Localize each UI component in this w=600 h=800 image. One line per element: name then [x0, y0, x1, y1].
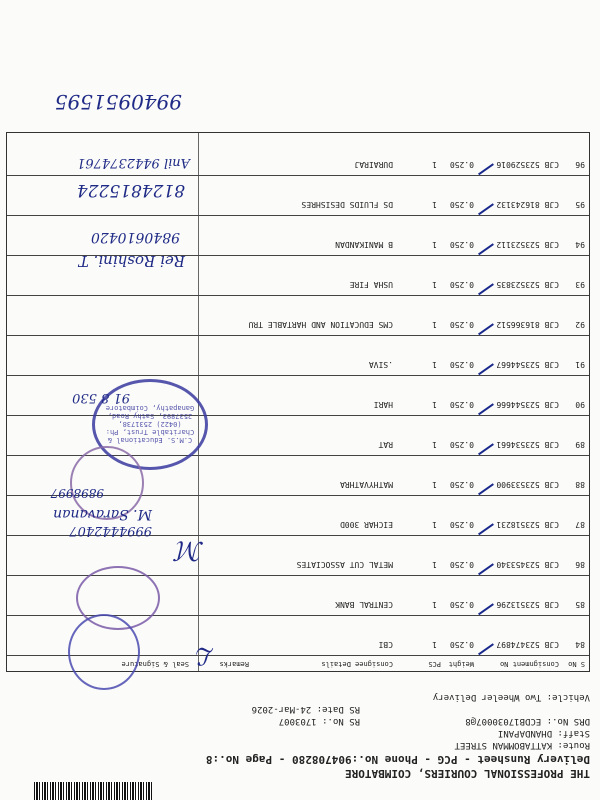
- row-consignment-no: CJB 523513296: [496, 600, 559, 609]
- row-consignment-no: CJB 523474897: [496, 640, 559, 649]
- row-consignee: DURAIRAJ: [354, 160, 393, 169]
- drs-line: DRS No.: ECDB17030007@8: [465, 716, 590, 726]
- table-row: [7, 293, 589, 336]
- handwritten-note: 9898997: [50, 486, 104, 500]
- table-row: [7, 533, 589, 576]
- handwritten-name: Rei Roshini. T: [78, 252, 185, 270]
- col-consignee: Consignee Details: [321, 660, 393, 668]
- row-pcs: 1: [432, 520, 437, 529]
- trust-stamp-text: C.M.S. Educational & Charitable Trust, Ph: (0422) 2531738, 2537893, Sathy Road, Ganapathy, Coimbatore: [105, 404, 195, 445]
- row-pcs: 1: [432, 360, 437, 369]
- row-sno: 94: [575, 240, 585, 249]
- bank-stamp: [68, 614, 140, 690]
- handwritten-name: M. Saravanan: [53, 506, 152, 522]
- row-pcs: 1: [432, 280, 437, 289]
- row-pcs: 1: [432, 560, 437, 569]
- row-pcs: 1: [432, 480, 437, 489]
- row-consignment-no: CJB 523533900: [496, 480, 559, 489]
- row-pcs: 1: [432, 320, 437, 329]
- row-weight: 0.250: [449, 560, 474, 569]
- row-weight: 0.250: [449, 200, 474, 209]
- route-line: Route: KATTABOMMAN STREET: [454, 740, 590, 750]
- barcode: [34, 782, 152, 800]
- row-consignee: CENTRAL BANK: [335, 600, 393, 609]
- row-sno: 96: [575, 160, 585, 169]
- row-consignment-no: CJB 523518231: [496, 520, 559, 529]
- vehicle-line: Vehicle: Two Wheeler Delivery: [432, 692, 590, 702]
- row-sno: 91: [575, 360, 585, 369]
- row-consignee: CMS EDUCATION AND HARTABLE TRU: [248, 320, 393, 329]
- row-consignment-no: CJB 523544666: [496, 400, 559, 409]
- row-weight: 0.250: [449, 400, 474, 409]
- signature: ℒ: [196, 642, 214, 670]
- handwritten-phone: 9994442407: [69, 523, 152, 538]
- row-sno: 86: [575, 560, 585, 569]
- row-consignment-no: CJB 523529016: [496, 160, 559, 169]
- row-sno: 87: [575, 520, 585, 529]
- row-consignee: RAT: [378, 440, 393, 449]
- col-weight: Weight: [448, 660, 474, 668]
- company-title: THE PROFESSIONAL COURIERS, COIMBATORE: [344, 767, 590, 780]
- row-consignee: USHA FIRE: [349, 280, 393, 289]
- runsheet-title: Delivery Runsheet - PCG - Phone No.:904708280 - Page No.:8: [205, 753, 590, 766]
- handwritten-phone: 9840610420: [90, 229, 180, 245]
- row-consignee: METAL CUT ASSOCIATES: [296, 560, 393, 569]
- col-seal: Seal & Signature: [121, 660, 189, 668]
- row-consignee: DS FLUIDS DESISHRES: [301, 200, 393, 209]
- col-pcs: PCS: [428, 660, 441, 668]
- row-consignment-no: CJB 523534661: [496, 440, 559, 449]
- col-consignment: Consignment No: [499, 660, 559, 668]
- row-consignment-no: CJB 523453340: [496, 560, 559, 569]
- row-pcs: 1: [432, 600, 437, 609]
- row-sno: 95: [575, 200, 585, 209]
- row-weight: 0.250: [449, 520, 474, 529]
- row-consignment-no: CJB 523523835: [496, 280, 559, 289]
- row-weight: 0.250: [449, 440, 474, 449]
- row-weight: 0.250: [449, 160, 474, 169]
- col-sno: S No: [568, 660, 585, 668]
- row-pcs: 1: [432, 400, 437, 409]
- row-sno: 89: [575, 440, 585, 449]
- row-sno: 88: [575, 480, 585, 489]
- row-sno: 85: [575, 600, 585, 609]
- row-sno: 92: [575, 320, 585, 329]
- row-consignment-no: CJB 816366512: [496, 320, 559, 329]
- row-consignee: MATHYVATHRA: [340, 480, 393, 489]
- row-weight: 0.250: [449, 600, 474, 609]
- row-consignee: .SIVA: [368, 360, 393, 369]
- row-pcs: 1: [432, 160, 437, 169]
- row-pcs: 1: [432, 200, 437, 209]
- handwritten-phone: 8124815224: [76, 180, 185, 200]
- staff-line: Staff: DHANDAPANI: [497, 728, 590, 738]
- rs-date: RS Date: 24-Mar-2026: [251, 704, 360, 714]
- table-row: [7, 333, 589, 376]
- row-pcs: 1: [432, 440, 437, 449]
- row-weight: 0.250: [449, 640, 474, 649]
- handwritten-note: Anil 9442374761: [77, 155, 190, 170]
- handwritten-note: 91 8 530: [72, 390, 130, 405]
- row-weight: 0.250: [449, 240, 474, 249]
- row-consignee: EICHAR 300D: [340, 520, 393, 529]
- row-sno: 84: [575, 640, 585, 649]
- row-sno: 93: [575, 280, 585, 289]
- row-consignment-no: CJB 523544667: [496, 360, 559, 369]
- row-pcs: 1: [432, 240, 437, 249]
- col-remarks: Remarks: [219, 660, 249, 668]
- row-consignee: HARI: [373, 400, 393, 409]
- row-consignee: B MANIKANDAN: [335, 240, 393, 249]
- row-pcs: 1: [432, 640, 437, 649]
- row-consignment-no: CJB 816243132: [496, 200, 559, 209]
- row-sno: 90: [575, 400, 585, 409]
- signature: ℳ: [176, 535, 204, 565]
- handwritten-phone: 9940951595: [54, 90, 182, 114]
- rs-no: RS No.: 1703007: [278, 716, 360, 726]
- row-weight: 0.250: [449, 480, 474, 489]
- row-weight: 0.250: [449, 280, 474, 289]
- row-consignment-no: CJB 523523112: [496, 240, 559, 249]
- row-weight: 0.250: [449, 320, 474, 329]
- row-consignee: CBI: [378, 640, 393, 649]
- row-weight: 0.250: [449, 360, 474, 369]
